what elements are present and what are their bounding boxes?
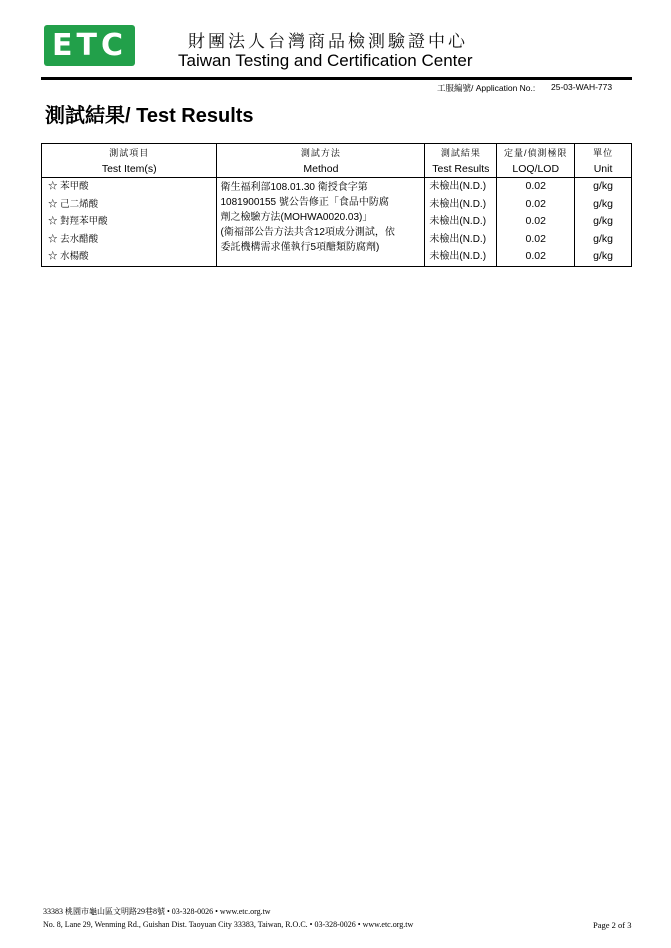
org-name-zh: 財團法人台灣商品檢測驗證中心 [188,32,468,52]
test-items-column [42,178,217,267]
method-line: 委託機構需求僅執行5項醣類防腐劑) [220,242,380,253]
header-test-item: 測試項目 Test Item(s) [42,144,217,178]
loq-value: 0.02 [525,232,546,245]
test-item: ☆ 對羥苯甲酸 [48,216,108,227]
loq-value: 0.02 [525,215,546,227]
test-result: 未檢出(N.D.) [429,216,487,227]
results-column [425,178,497,267]
org-name-en: Taiwan Testing and Certification Center [178,51,473,70]
loq-value: 0.02 [525,197,546,210]
unit-value: g/kg [593,250,613,262]
table-body-row [42,178,632,267]
test-item: ☆ 水楊酸 [48,251,89,262]
test-item: ☆ 去水醋酸 [48,233,99,245]
loq-value: 0.02 [525,250,546,262]
etc-logo [44,25,135,66]
header-test-results: 測試結果 Test Results [425,144,497,178]
unit-value: g/kg [593,197,613,210]
header-loq-lod: 定量/偵測極限 LOQ/LOD [497,144,575,178]
page-number: Page 2 of 3 [593,920,632,930]
unit-value: g/kg [593,215,613,227]
method-line: 劑之檢驗方法(MOHWA0020.03)」 [220,212,373,223]
logo-text: ETC [52,27,127,63]
test-item: ☆ 己二烯酸 [48,198,99,210]
test-results-table [41,143,632,267]
test-item: ☆ 苯甲酸 [48,181,89,192]
test-result: 未檢出(N.D.) [429,198,487,210]
unit-column [575,178,632,267]
page-title: 測試結果/ Test Results [45,105,254,127]
footer-address-zh: 33383 桃園市龜山區文明路29巷8號 • 03-328-0026 • www.etc.org.tw [43,907,271,916]
application-number: 25-03-WAH-773 [551,82,613,92]
application-label: 工服編號/ Application No.: [437,83,536,93]
unit-value: g/kg [593,232,613,245]
method-line: 衛生福利部108.01.30 衛授食字第 [220,182,368,193]
test-result: 未檢出(N.D.) [429,181,487,192]
loq-column [497,178,575,267]
method-line: 1081900155 號公告修正「食品中防腐 [220,197,389,208]
header-divider [41,77,632,80]
loq-value: 0.02 [525,180,546,192]
unit-value: g/kg [593,180,613,192]
header-method: 測試方法 Method [217,144,425,178]
footer-address-en: No. 8, Lane 29, Wenming Rd., Guishan Dist. Taoyuan City 33383, Taiwan, R.O.C. • 03-328-0026 • www.etc.org.tw [43,920,414,929]
method-column [217,178,425,267]
table-header-row [42,144,632,178]
test-result: 未檢出(N.D.) [429,233,487,245]
header-unit: 單位 Unit [575,144,632,178]
test-result: 未檢出(N.D.) [429,251,487,262]
method-line: (衛福部公告方法共含12項成分測試，依 [220,227,395,238]
